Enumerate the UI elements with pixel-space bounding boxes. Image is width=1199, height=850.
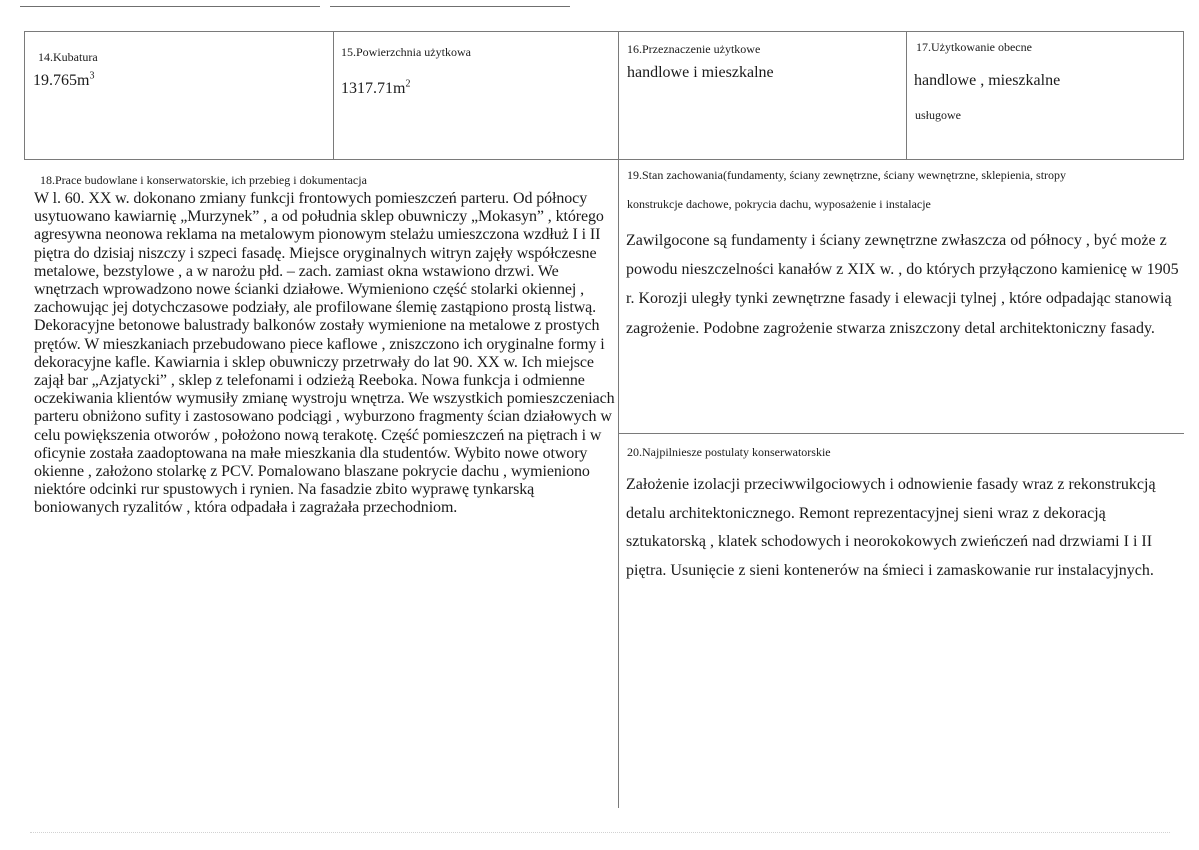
top-border-remnant xyxy=(20,6,320,7)
table-left-border xyxy=(24,31,25,159)
prace-budowlane-text: W l. 60. XX w. dokonano zmiany funkcji frontowych pomieszczeń parteru. Od północy usytuowano kawiarnię „Murzynek” , a od południa sklep obuwniczy „Mokasyn” , którego agresywna neonowa reklama na metalowym pionowym stelażu umieszczona wzdłuż I i II piętra do dzisiaj niszczy i szpeci fasadę. Miejsce oryginalnych witryn zajęły współczesne metalowe, bezstylowe , a w narożu płd. – zach. zamiast okna wstawiono drzwi. We wnętrzach wprowadzono nowe ścianki działowe. Wymieniono część stolarki okiennej , zachowując jej dotychczasowe podziały, ale profilowane ślemię zastąpiono prostą listwą. Dekoracyjne betonowe balustrady balkonów zostały wymienione na metalowe z prostych prętów. W mieszkaniach przebudowano piece kaflowe , zniszczono ich oryginalne formy i dekoracyjne kafle. Kawiarnia i sklep obuwniczy przetrwały do lat 90. XX w. Ich miejsce zajął bar „Azjatycki” , sklep z telefonami i odzieżą Reeboka. Nowa funkcja i odmienne oczekiwania klientów wymusiły zmianę wystroju wnętrza. We wszystkich pomieszczeniach parteru obniżono sufity i zastosowano podciągi , wyburzono fragmenty ścian działowych w celu powiększenia otworów , położono nową terakotę. Część pomieszczeń na piętrach i w oficynie została zaadoptowana na małe mieszkania dla studentów. Wybito nowe otwory okienne , założono stolarkę z PCV. Pomalowano blaszane pokrycie dachu , wymieniono niektóre odcinki rur spustowych i rynien. Na fasadzie zbito wyprawę tynkarską boniowanych ryzalitów , która odpadała i zagrażała przechodniom. xyxy=(34,190,615,517)
kubatura-number: 19.765m xyxy=(33,72,90,89)
przeznaczenie-label: 16.Przeznaczenie użytkowe xyxy=(627,42,761,56)
table-right-border xyxy=(1183,31,1184,159)
postulaty-text: Założenie izolacji przeciwwilgociowych i odnowienie fasady wraz z rekonstrukcją detalu architektonicznego. Remont reprezentacyjnej sieni wraz z dekoracją sztukatorską , klatek schodowych i neorokokowych zwieńczeń nad drzwiami I i II piętra. Usunięcie z sieni kontenerów na śmieci i zamaskowanie rur instalacyjnych. xyxy=(626,476,1156,579)
powierzchnia-exponent: 2 xyxy=(405,78,411,90)
kubatura-exponent: 3 xyxy=(89,70,95,82)
stan-zachowania-label: 19.Stan zachowania(fundamenty, ściany zewnętrzne, ściany wewnętrzne, sklepienia, stropy xyxy=(627,168,1067,182)
uzytkowanie-value-2: usługowe xyxy=(915,108,961,122)
top-border-remnant-2 xyxy=(330,6,570,7)
stan-zachowania-label-2: konstrukcje dachowe, pokrycia dachu, wyposażenie i instalacje xyxy=(627,197,931,211)
powierzchnia-value xyxy=(341,80,410,98)
col-divider-3 xyxy=(906,31,907,159)
kubatura-label: 14.Kubatura xyxy=(38,50,98,64)
row-divider xyxy=(24,159,1184,160)
scan-artifact-line xyxy=(30,832,1170,834)
table-top-border xyxy=(24,31,1184,32)
right-cell-divider xyxy=(618,433,1184,434)
col-divider-main xyxy=(618,31,619,808)
kubatura-value xyxy=(33,72,94,90)
uzytkowanie-value: handlowe , mieszkalne xyxy=(914,72,1061,89)
powierzchnia-number: 1317.71m xyxy=(341,80,406,97)
postulaty-label: 20.Najpilniesze postulaty konserwatorskie xyxy=(627,445,831,459)
prace-budowlane-label: 18.Prace budowlane i konserwatorskie, ich przebieg i dokumentacja xyxy=(40,173,367,187)
uzytkowanie-label: 17.Użytkowanie obecne xyxy=(916,40,1032,54)
col-divider-1 xyxy=(333,31,334,159)
przeznaczenie-value: handlowe i mieszkalne xyxy=(627,64,774,81)
stan-zachowania-text: Zawilgocone są fundamenty i ściany zewnętrzne zwłaszcza od północy , być może z powodu nieszczelności kanałów z XIX w. , do których przyłączono kamienicę w 1905 r. Korozji uległy tynki zewnętrzne fasady i elewacji tylnej , które odpadając stanowią zagrożenie. Podobne zagrożenie stwarza zniszczony detal architektoniczny fasady. xyxy=(626,232,1179,337)
powierzchnia-label: 15.Powierzchnia użytkowa xyxy=(341,45,471,59)
